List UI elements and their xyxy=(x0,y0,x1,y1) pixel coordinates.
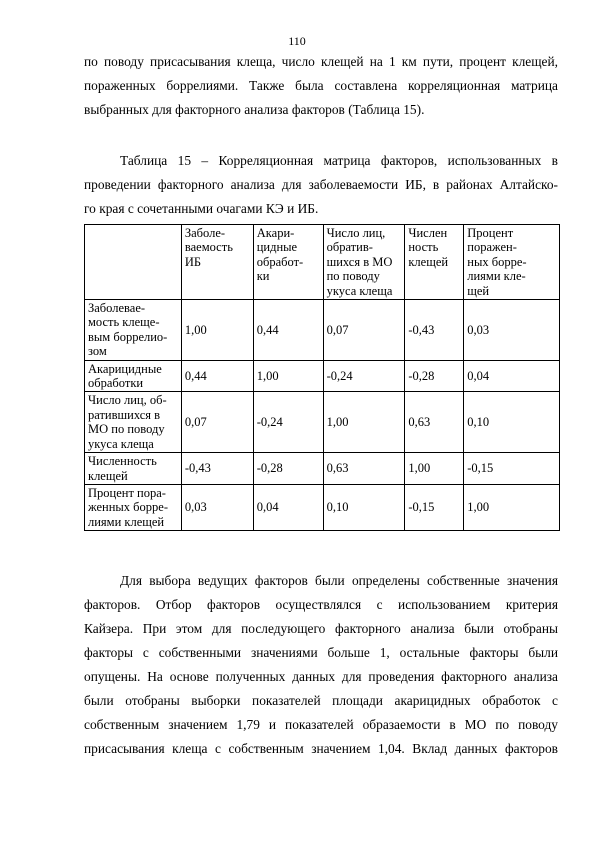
caption-line: проведении факторного анализа для заболеваемости ИБ, в районах Алтайско- xyxy=(84,177,558,192)
page-number: 110 xyxy=(288,34,306,48)
table-cell: -0,15 xyxy=(405,484,464,530)
table-cell: 0,10 xyxy=(323,484,405,530)
table-row xyxy=(85,360,560,392)
row-label: Заболевае- мость клеще- вым боррелио- зом xyxy=(85,300,182,361)
table-cell: -0,24 xyxy=(253,392,323,453)
table-row xyxy=(85,300,560,361)
table-cell: -0,43 xyxy=(181,453,253,485)
header-cell-tick-count: Числен ность клещей xyxy=(405,225,464,300)
table-cell: -0,15 xyxy=(464,453,560,485)
header-cell-bite-visits: Число лиц, обратив- шихся в МО по поводу укуса клеща xyxy=(323,225,405,300)
paragraph-2-line: были отобраны выборки показателей площади акарицидных обработок с xyxy=(84,693,558,708)
table-row xyxy=(85,392,560,453)
table-cell: -0,28 xyxy=(405,360,464,392)
table-cell: 1,00 xyxy=(323,392,405,453)
table-cell: 0,63 xyxy=(405,392,464,453)
caption-line: Таблица 15 – Корреляционная матрица факторов, использованных в xyxy=(120,153,558,168)
header-cell-incidence: Заболе- ваемость ИБ xyxy=(181,225,253,300)
header-cell-acaricide: Акари- цидные обработ- ки xyxy=(253,225,323,300)
table-cell: -0,24 xyxy=(323,360,405,392)
paragraph-2-line: Кайзера. При этом для последующего факторного анализа были отобраны xyxy=(84,621,558,636)
row-label: Процент пора- женных борре- лиями клещей xyxy=(85,484,182,530)
caption-line: го края с сочетанными очагами КЭ и ИБ. xyxy=(84,201,319,216)
paragraph-2-line: факторы с собственными значениями больше 1, остальные факторы были xyxy=(84,645,558,660)
table-cell: 0,03 xyxy=(181,484,253,530)
table-cell: 0,44 xyxy=(181,360,253,392)
table-cell: -0,43 xyxy=(405,300,464,361)
table-row xyxy=(85,484,560,530)
paragraph-1-line: по поводу присасывания клеща, число клещей на 1 км пути, процент клещей, xyxy=(84,54,558,69)
table-cell: 0,04 xyxy=(253,484,323,530)
paragraph-2-line: Для выбора ведущих факторов были определены собственные значения xyxy=(120,573,558,588)
table-cell: 0,63 xyxy=(323,453,405,485)
header-cell-empty xyxy=(85,225,182,300)
table-cell: -0,28 xyxy=(253,453,323,485)
row-label: Акарицидные обработки xyxy=(85,360,182,392)
paragraph-2-line: присасывания клеща с собственным значением 1,04. Вклад данных факторов xyxy=(84,741,558,756)
paragraph-2-line: опущены. На основе полученных данных для проведения факторного анализа xyxy=(84,669,558,684)
table-cell: 0,07 xyxy=(181,392,253,453)
header-cell-infected-percent: Процент поражен- ных борре- лиями кле- щей xyxy=(464,225,560,300)
table-caption xyxy=(84,149,558,221)
paragraph-2-line: факторов. Отбор факторов осуществлялся с использованием критерия xyxy=(84,597,558,612)
paragraph-1-line: пораженных боррелиями. Также была составлена корреляционная матрица xyxy=(84,78,558,93)
table-cell: 1,00 xyxy=(253,360,323,392)
row-label: Число лиц, об- ратившихся в МО по поводу укуса клеща xyxy=(85,392,182,453)
table-cell: 0,03 xyxy=(464,300,560,361)
table-cell: 0,44 xyxy=(253,300,323,361)
paragraph-1-line: выбранных для факторного анализа факторов (Таблица 15). xyxy=(84,102,425,117)
correlation-matrix-table xyxy=(84,224,560,531)
table-cell: 1,00 xyxy=(181,300,253,361)
table-cell: 0,04 xyxy=(464,360,560,392)
table-cell: 0,10 xyxy=(464,392,560,453)
paragraph-2-line: собственным значением 1,79 и показателей образаемости в МО по поводу xyxy=(84,717,558,732)
paragraph-1 xyxy=(84,50,558,122)
table-header-row xyxy=(85,225,560,300)
table-cell: 0,07 xyxy=(323,300,405,361)
table-cell: 1,00 xyxy=(405,453,464,485)
table-row xyxy=(85,453,560,485)
table-cell: 1,00 xyxy=(464,484,560,530)
paragraph-2 xyxy=(84,569,558,761)
row-label: Численность клещей xyxy=(85,453,182,485)
